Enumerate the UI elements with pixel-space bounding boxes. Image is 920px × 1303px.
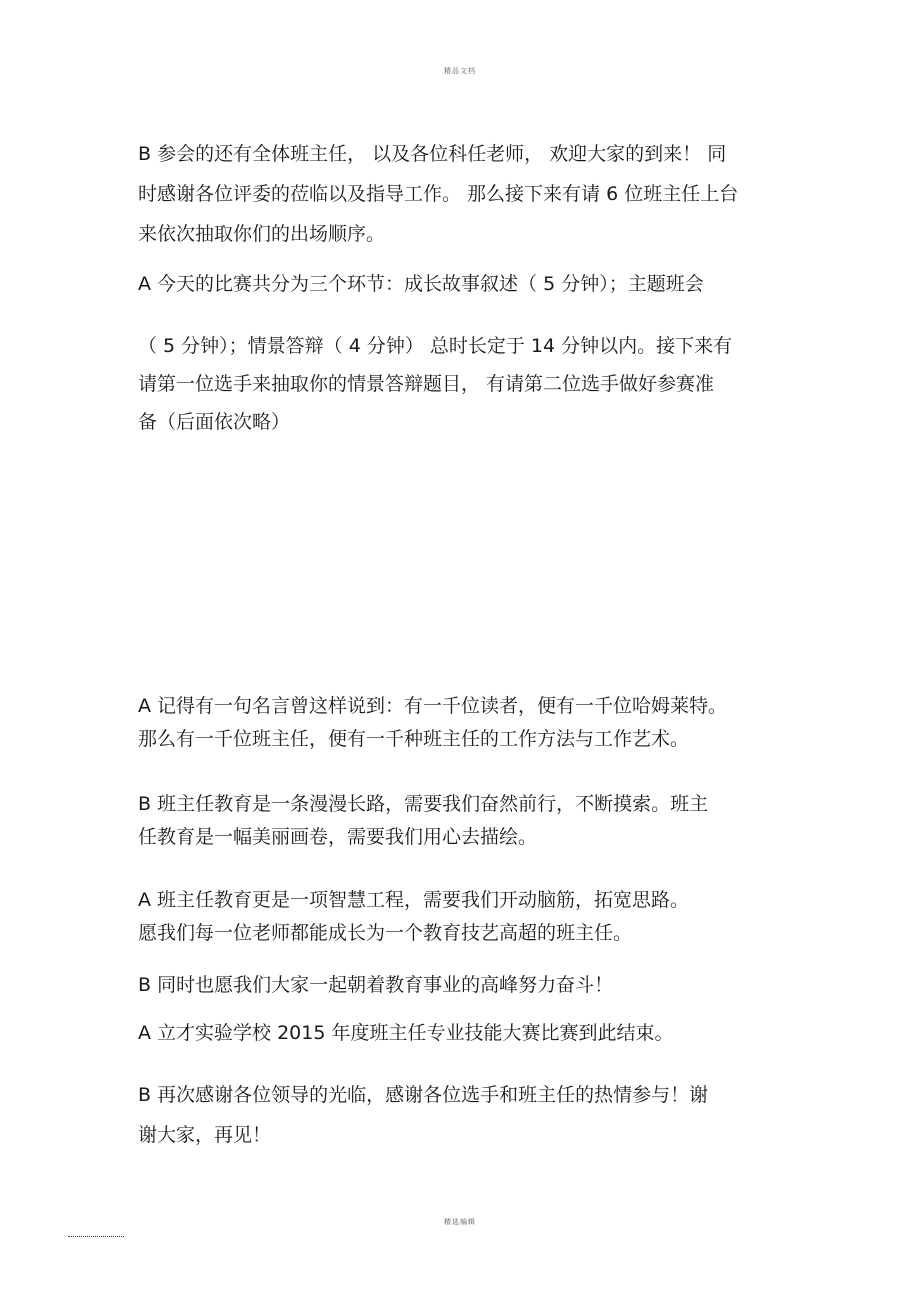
footer-divider <box>68 1236 124 1237</box>
text-line: B 同时也愿我们大家一起朝着教育事业的高峰努力奋斗！ <box>138 974 614 996</box>
text-line: 任教育是一幅美丽画卷，需要我们用心去描绘。 <box>138 826 538 848</box>
paragraph-segments <box>138 268 798 301</box>
paragraph-strive <box>138 969 798 1002</box>
text-line: 那么有一千位班主任，便有一千种班主任的工作方法与工作艺术。 <box>138 728 690 750</box>
text-line: 请第一位选手来抽取你的情景答辩题目， 有请第二位选手做好参赛准 <box>138 373 715 395</box>
text-line: B 参会的还有全体班主任， 以及各位科任老师， 欢迎大家的到来！ 同 <box>138 143 727 165</box>
text-line: （ 5 分钟）；情景答辩（ 4 分钟） 总时长定于 14 分钟以内。接下来有 <box>138 335 733 357</box>
paragraph-long-road <box>138 788 798 854</box>
text-line: B 再次感谢各位领导的光临，感谢各位选手和班主任的热情参与！谢 <box>138 1084 709 1106</box>
paragraph-thanks <box>138 1075 798 1155</box>
text-line: 谢大家，再见！ <box>138 1124 272 1146</box>
text-line: A 立才实验学校 2015 年度班主任专业技能大赛比赛到此结束。 <box>138 1022 674 1044</box>
page-footer-mark: 精选编辑 <box>444 1218 476 1226</box>
text-line: 来依次抽取你们的出场顺序。 <box>138 223 386 245</box>
text-line: B 班主任教育是一条漫漫长路，需要我们奋然前行，不断摸索。班主 <box>138 793 709 815</box>
text-line: 愿我们每一位老师都能成长为一个教育技艺高超的班主任。 <box>138 922 633 944</box>
text-line: 备（后面依次略） <box>138 411 291 433</box>
paragraph-quote <box>138 690 798 756</box>
text-line: 时感谢各位评委的莅临以及指导工作。 那么接下来有请 6 位班主任上台 <box>138 183 739 205</box>
paragraph-wisdom <box>138 884 798 950</box>
text-line: A 今天的比赛共分为三个环节：成长故事叙述（ 5 分钟）；主题班会 <box>138 273 704 295</box>
paragraph-welcome <box>138 134 798 254</box>
paragraph-closing <box>138 1017 798 1050</box>
page-header-mark: 精品文档 <box>444 67 476 75</box>
text-line: A 班主任教育更是一项智慧工程，需要我们开动脑筋，拓宽思路。 <box>138 889 690 911</box>
paragraph-timing <box>138 327 798 441</box>
text-line: A 记得有一句名言曾这样说到：有一千位读者，便有一千位哈姆莱特。 <box>138 695 728 717</box>
